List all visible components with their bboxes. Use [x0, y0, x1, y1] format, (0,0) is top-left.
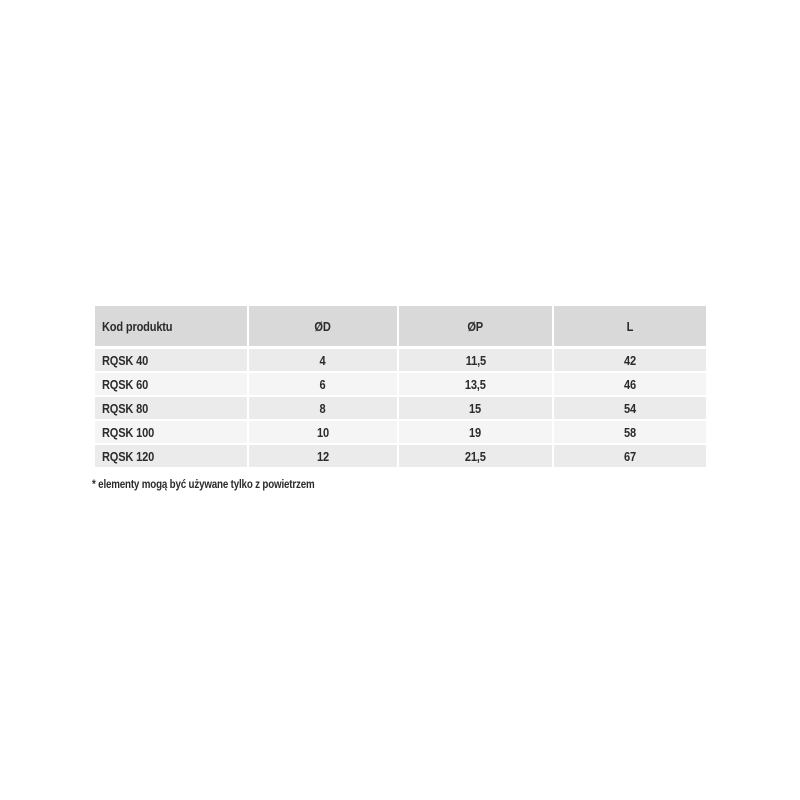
table-row: [95, 397, 706, 419]
column-header-label: L: [626, 318, 634, 334]
op-value-text: 15: [469, 400, 482, 416]
cell-l-value: [554, 445, 706, 467]
column-header-od: [249, 306, 397, 346]
product-spec-table: [95, 306, 706, 469]
op-value-text: 21,5: [465, 448, 486, 464]
l-value-text: 54: [624, 400, 636, 416]
column-header-l: [554, 306, 706, 346]
od-value-text: 6: [320, 376, 326, 392]
op-value-text: 11,5: [465, 352, 486, 368]
cell-op-value: [399, 421, 552, 443]
cell-product-code: [95, 397, 247, 419]
od-value-text: 4: [320, 352, 326, 368]
footnote-text: * elementy mogą być używane tylko z powietrzem: [92, 479, 315, 491]
l-value-text: 46: [624, 376, 636, 392]
cell-od-value: [249, 373, 397, 395]
op-value-text: 13,5: [465, 376, 486, 392]
cell-product-code: [95, 445, 247, 467]
cell-op-value: [399, 445, 552, 467]
column-header-label: ØP: [467, 318, 484, 334]
cell-product-code: [95, 373, 247, 395]
cell-od-value: [249, 397, 397, 419]
table-row: [95, 373, 706, 395]
column-header-kod-produktu: [95, 306, 247, 346]
column-header-op: [399, 306, 552, 346]
product-code-text: RQSK 60: [102, 376, 149, 392]
cell-od-value: [249, 445, 397, 467]
cell-op-value: [399, 373, 552, 395]
cell-product-code: [95, 349, 247, 371]
cell-l-value: [554, 421, 706, 443]
column-header-label: Kod produktu: [102, 318, 173, 334]
product-code-text: RQSK 80: [102, 400, 149, 416]
table-row: [95, 421, 706, 443]
column-header-label: ØD: [314, 318, 332, 334]
l-value-text: 67: [624, 448, 636, 464]
cell-op-value: [399, 397, 552, 419]
cell-l-value: [554, 349, 706, 371]
product-code-text: RQSK 100: [102, 424, 155, 440]
table-row: [95, 445, 706, 467]
cell-od-value: [249, 349, 397, 371]
l-value-text: 42: [624, 352, 636, 368]
product-code-text: RQSK 120: [102, 448, 155, 464]
cell-l-value: [554, 397, 706, 419]
l-value-text: 58: [624, 424, 636, 440]
cell-product-code: [95, 421, 247, 443]
product-code-text: RQSK 40: [102, 352, 149, 368]
od-value-text: 12: [317, 448, 329, 464]
op-value-text: 19: [469, 424, 482, 440]
cell-l-value: [554, 373, 706, 395]
od-value-text: 8: [320, 400, 326, 416]
cell-op-value: [399, 349, 552, 371]
od-value-text: 10: [317, 424, 329, 440]
table-header-row: [95, 306, 706, 346]
cell-od-value: [249, 421, 397, 443]
footnote: [92, 479, 354, 493]
table-row: [95, 349, 706, 371]
